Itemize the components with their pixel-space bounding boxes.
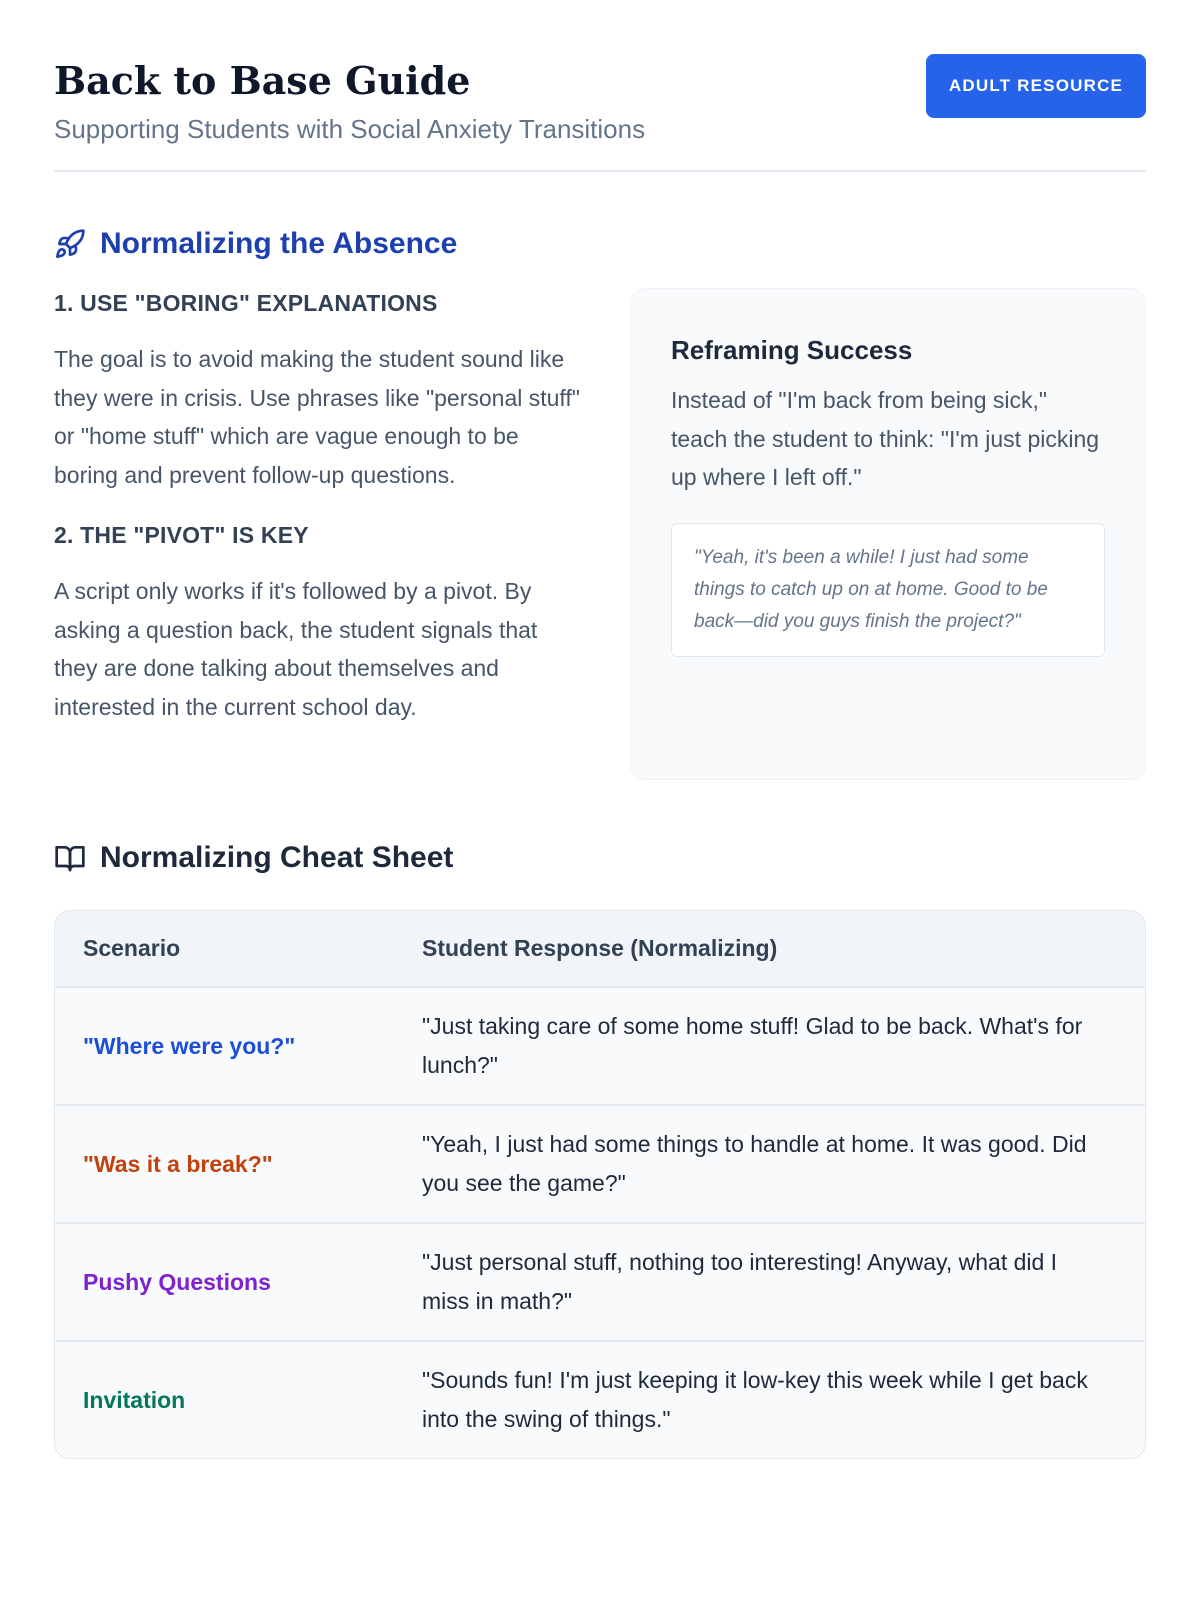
reframing-card-title: Reframing Success (671, 335, 913, 365)
tip-heading-pivot: 2. THE "PIVOT" IS KEY (54, 522, 309, 548)
table-row (55, 986, 1145, 1104)
page-subtitle: Supporting Students with Social Anxiety Transitions (54, 114, 646, 144)
tip-body-pivot: A script only works if it's followed by a pivot. By asking a question back, the student signals that they are done talking about themselves and interested in the current school day. (54, 578, 538, 720)
section-heading-text: Normalizing Cheat Sheet (100, 841, 454, 874)
scenario-cell: Pushy Questions (83, 1268, 271, 1295)
table-row (55, 1104, 1145, 1222)
page-title: Back to Base Guide (54, 58, 471, 103)
table-header-row (55, 911, 1145, 986)
adult-resource-badge[interactable]: ADULT RESOURCE (926, 54, 1146, 118)
example-quote: "Yeah, it's been a while! I just had some things to catch up on at home. Good to be back—did you guys finish the project?" (671, 523, 1105, 657)
table-row (55, 1222, 1145, 1340)
scenario-cell: "Where were you?" (83, 1032, 296, 1059)
reframing-card-body: Instead of "I'm back from being sick," teach the student to think: "I'm just picking up where I left off." (671, 387, 1100, 490)
column-header-response: Student Response (Normalizing) (422, 935, 778, 961)
section-heading-text: Normalizing the Absence (100, 227, 458, 260)
tip-body-boring: The goal is to avoid making the student sound like they were in crisis. Use phrases like "personal stuff" or "home stuff" which are vague enough to be boring and prevent follow-up questions. (54, 346, 580, 488)
section-normalizing-absence-heading (54, 224, 1146, 264)
reframing-card (630, 288, 1146, 780)
scenario-cell: Invitation (83, 1386, 186, 1413)
column-header-scenario: Scenario (83, 935, 181, 961)
tips-column (54, 288, 582, 780)
scenario-cell: "Was it a break?" (83, 1150, 273, 1177)
absence-content (54, 288, 1146, 780)
header (54, 54, 1146, 172)
cheat-sheet-table (54, 910, 1146, 1459)
section-cheat-sheet-heading (54, 838, 1146, 878)
response-cell: "Yeah, I just had some things to handle at home. It was good. Did you see the game?" (422, 1131, 1087, 1196)
response-cell: "Sounds fun! I'm just keeping it low-key this week while I get back into the swing of things." (422, 1367, 1088, 1432)
table-row (55, 1340, 1145, 1458)
book-open-icon (54, 842, 86, 874)
response-cell: "Just personal stuff, nothing too interesting! Anyway, what did I miss in math?" (422, 1249, 1058, 1314)
tip-heading-boring: 1. USE "BORING" EXPLANATIONS (54, 290, 438, 316)
rocket-icon (54, 228, 86, 260)
response-cell: "Just taking care of some home stuff! Glad to be back. What's for lunch?" (422, 1013, 1083, 1078)
